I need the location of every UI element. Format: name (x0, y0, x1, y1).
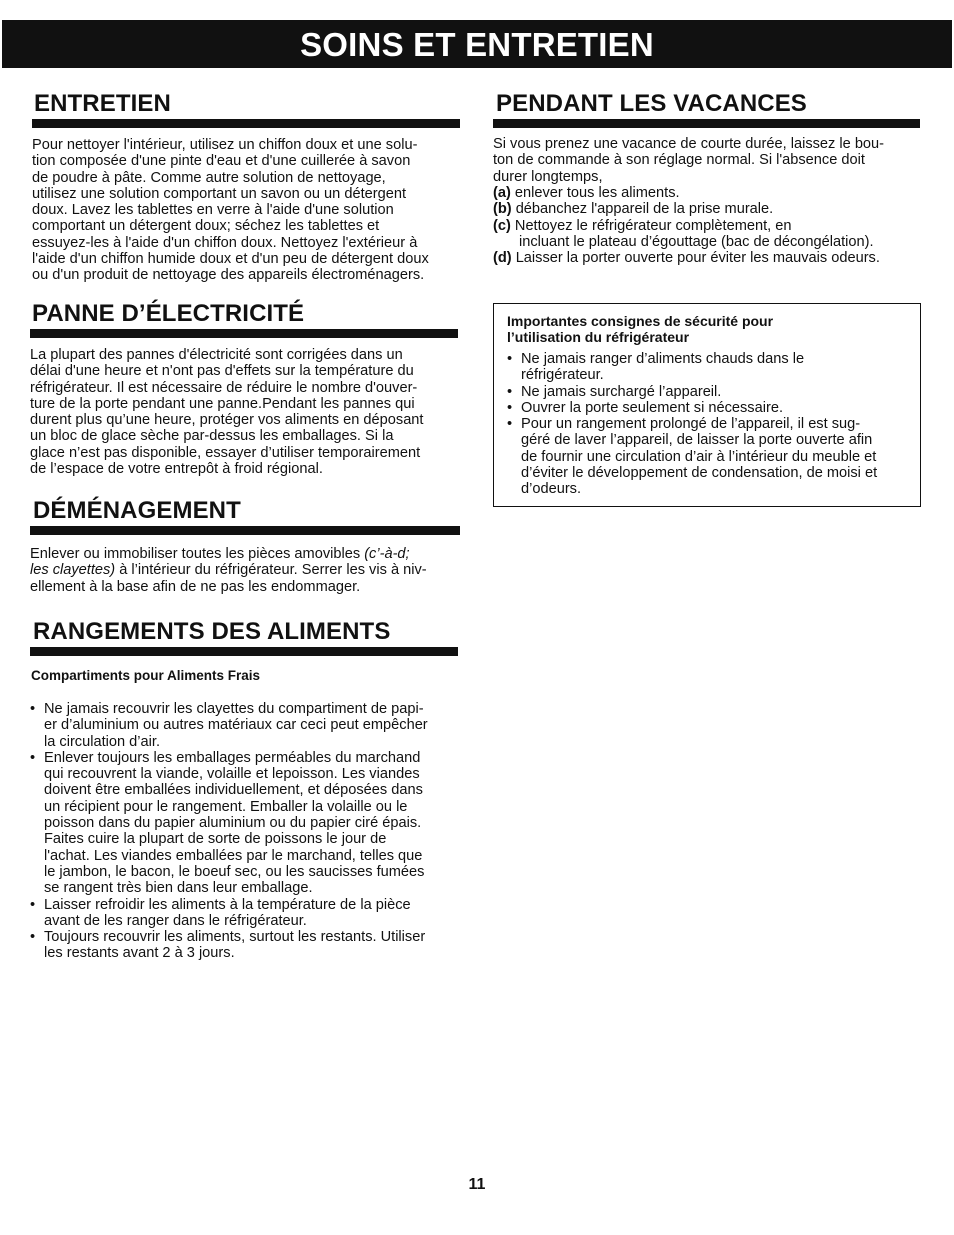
text-line: d’odeurs. (521, 481, 582, 498)
text-line: essuyez-les à l'aide d'un chiffon doux. Nettoyez l'extérieur à (32, 234, 418, 251)
rangements-bullet-list (30, 701, 462, 962)
text-line: un récipient pour le rangement. Emballer la volaille ou le (44, 798, 408, 815)
vacances-steps (493, 185, 880, 266)
heading-rule (30, 647, 458, 656)
text-line: l’utilisation du réfrigérateur (507, 329, 690, 345)
text-line: Laisser refroidir les aliments à la température de la pièce (44, 896, 411, 913)
text-line: utilisez une solution comportant un savon ou un détergent (32, 185, 407, 202)
text-line: Ouvrer la porte seulement si nécessaire. (521, 399, 783, 416)
heading-demenagement: DÉMÉNAGEMENT (33, 497, 241, 524)
heading-rule (30, 526, 460, 535)
heading-vacances: PENDANT LES VACANCES (496, 90, 807, 117)
text-line: géré de laver l’appareil, de laisser la porte ouverte afin (521, 432, 873, 449)
text-line: tion composée d'une pinte d'eau et d'une cuillerée à savon (32, 153, 411, 170)
list-item (493, 218, 880, 234)
text-line: réfrigérateur. Il est nécessaire de réduire le nombre d'ouver- (30, 379, 418, 396)
list-item (507, 416, 877, 497)
text-line: réfrigérateur. (521, 367, 604, 384)
text-line: l'aide d'un chiffon humide doux et d'un peu de détergent doux (32, 251, 429, 268)
text-line: Pour nettoyer l'intérieur, utilisez un chiffon doux et une solu- (32, 137, 418, 153)
safety-bullet-list (507, 351, 877, 498)
text-line: Si vous prenez une vacance de courte durée, laissez le bou- (493, 136, 885, 152)
text-line: ellement à la base afin de ne pas les endommager. (30, 578, 361, 595)
text-line: la circulation d’air. (44, 733, 160, 750)
list-item (507, 384, 877, 400)
bullet-icon: • (507, 399, 513, 416)
bullet-icon: • (507, 416, 513, 433)
text-line: de l’espace de votre entrepôt à froid régional. (30, 461, 323, 478)
text-line (30, 546, 462, 562)
text-line: doux. Lavez les tablettes en verre à l'aide d'une solution (32, 202, 394, 219)
text-line: ton de commande à son réglage normal. Si l'absence doit (493, 152, 865, 169)
list-item (507, 351, 877, 384)
panne-paragraph (30, 347, 462, 477)
text-line: se rangent très bien dans leur emballage. (44, 880, 313, 897)
demenagement-paragraph (30, 546, 462, 595)
step-letter: (a) (493, 185, 511, 201)
page-number: 11 (468, 1176, 486, 1193)
step-text: débanchez l'appareil de la prise murale. (511, 201, 774, 218)
step-text: enlever tous les aliments. (510, 185, 680, 201)
heading-rule (32, 119, 460, 128)
text-line: le jambon, le bacon, le boeuf sec, ou les saucisses fumées (44, 863, 425, 880)
text-line: La plupart des pannes d'électricité sont corrigées dans un (30, 347, 403, 363)
text-line: de poudre à pâte. Comme autre solution de nettoyage, (32, 169, 386, 186)
text-line: Ne jamais ranger d’aliments chauds dans le (521, 351, 805, 367)
text-line: Pour un rangement prolongé de l’appareil, il est sug- (521, 416, 861, 433)
text-line: délai d'une heure et n'ont pas d'effets sur la température du (30, 363, 414, 380)
text-line: d’éviter le développement de condensation, de moisi et (521, 465, 878, 482)
text-line: Faites cuire la plupart de sorte de poissons le jour de (44, 831, 387, 848)
heading-rangements: RANGEMENTS DES ALIMENTS (33, 618, 391, 645)
list-item (493, 201, 880, 217)
text-line: Toujours recouvrir les aliments, surtout les restants. Utiliser (44, 929, 426, 946)
text-line: Ne jamais recouvrir les clayettes du compartiment de papi- (44, 701, 424, 717)
text-line: durent plus qu’une heure, protéger vos aliments en déposant (30, 412, 424, 429)
bullet-icon: • (507, 351, 513, 367)
text-line: poisson dans du papier aluminium ou du papier ciré épais. (44, 815, 422, 832)
text-segment: à l’intérieur du réfrigérateur. Serrer les vis à niv- (115, 562, 427, 579)
list-item (493, 250, 880, 266)
list-item (507, 400, 877, 416)
safety-notice-title (507, 313, 773, 345)
text-line: l'achat. Les viandes emballées par le marchand, telles que (44, 847, 423, 864)
list-item (30, 701, 462, 750)
heading-panne-electricite: PANNE D’ÉLECTRICITÉ (32, 300, 305, 327)
list-item (493, 185, 880, 201)
entretien-paragraph (32, 137, 464, 284)
step-letter: (b) (493, 201, 512, 218)
text-segment: Enlever ou immobiliser toutes les pièces amovibles (30, 546, 365, 562)
text-line: er d’aluminium ou autres matériaux car ceci peut empêcher (44, 717, 428, 734)
text-line: Importantes consignes de sécurité pour (507, 313, 774, 329)
list-item (30, 929, 462, 962)
text-line: qui recouvrent la viande, volaille et lepoisson. Les viandes (44, 766, 420, 783)
text-line (30, 562, 462, 578)
text-line: comportant un détergent doux; séchez les tablettes et (32, 218, 380, 235)
step-text: Laisser la porter ouverte pour éviter les mauvais odeurs. (511, 250, 880, 267)
step-letter: (c) (493, 217, 511, 234)
heading-rule (493, 119, 920, 128)
text-line: doivent être emballées individuellement, et déposées dans (44, 782, 423, 799)
text-line: Enlever toujours les emballages perméables du marchand (44, 749, 421, 766)
bullet-icon: • (30, 701, 36, 717)
bullet-icon: • (30, 896, 36, 913)
safety-notice-box (493, 303, 921, 507)
vacances-intro (493, 136, 925, 185)
bullet-icon: • (507, 383, 513, 400)
list-item (30, 750, 462, 897)
bullet-icon: • (30, 749, 36, 766)
page-title: SOINS ET ENTRETIEN (300, 26, 654, 63)
text-line: Ne jamais surchargé l’appareil. (521, 383, 722, 400)
text-line: durer longtemps, (493, 168, 603, 185)
text-line: ture de la porte pendant une panne.Pendant les pannes qui (30, 395, 415, 412)
subheading-compartiments: Compartiments pour Aliments Frais (31, 668, 261, 683)
heading-rule (30, 329, 458, 338)
text-line: glace n’est pas disponible, essayer d’utiliser temporairement (30, 444, 421, 461)
list-item-continuation: incluant le plateau d’égouttage (bac de décongélation). (519, 233, 874, 250)
text-line: de fournir une circulation d’air à l’intérieur du meuble et (521, 448, 877, 465)
step-text: Nettoyez le réfrigérateur complètement, en (510, 217, 792, 234)
heading-entretien: ENTRETIEN (34, 90, 171, 117)
list-item (30, 897, 462, 930)
text-line: les restants avant 2 à 3 jours. (44, 945, 235, 962)
text-line: avant de les ranger dans le réfrigérateur. (44, 912, 307, 929)
bullet-icon: • (30, 929, 36, 946)
page-title-banner (2, 20, 952, 68)
italic-text: les clayettes) (30, 562, 116, 579)
step-letter: (d) (493, 250, 512, 267)
italic-text: (c’-à-d; (364, 546, 410, 562)
text-line: un bloc de glace sèche par-dessus les emballages. Si la (30, 428, 394, 445)
text-line: ou d'un produit de nettoyage des appareils électroménagers. (32, 267, 425, 284)
